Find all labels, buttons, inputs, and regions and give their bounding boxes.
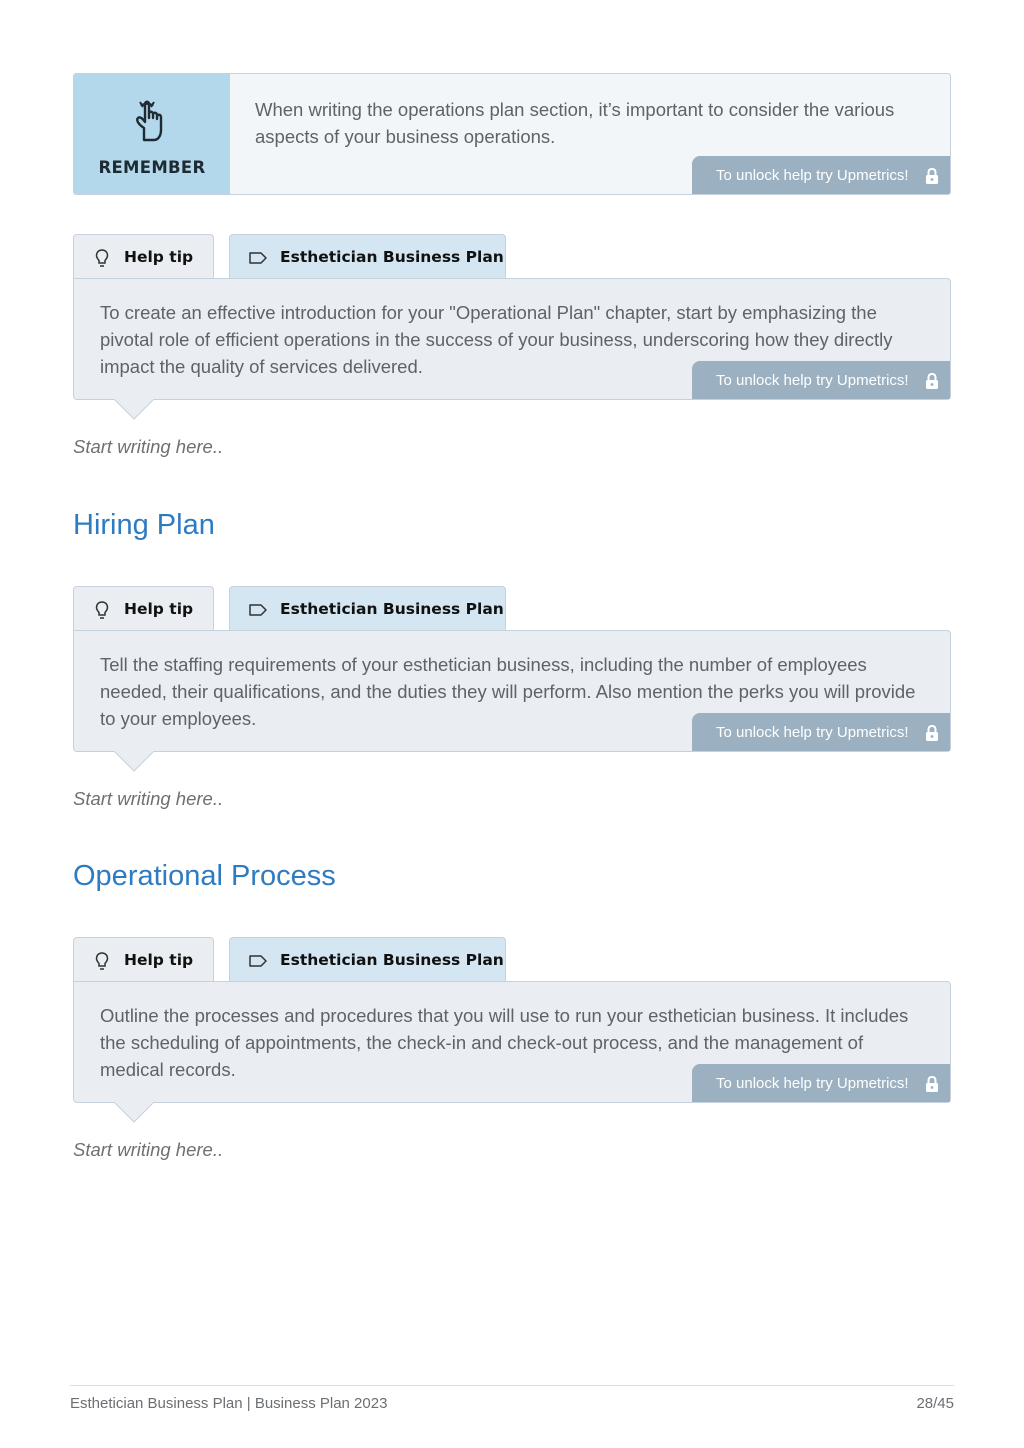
writing-placeholder[interactable]: Start writing here..: [73, 436, 224, 457]
footer-divider: [70, 1385, 954, 1386]
remember-text: When writing the operations plan section, it’s important to consider the various aspects of your business operations.: [255, 99, 895, 147]
unlock-label: To unlock help try Upmetrics!: [716, 166, 909, 184]
help-tip-box: [73, 981, 951, 1103]
unlock-label: To unlock help try Upmetrics!: [716, 723, 909, 741]
tag-icon: [248, 600, 268, 620]
speech-pointer: [114, 1102, 154, 1123]
lightbulb-icon: [92, 248, 112, 268]
tab-help-label: Help tip: [124, 248, 194, 266]
tag-icon: [248, 248, 268, 268]
unlock-upmetrics-button[interactable]: [692, 361, 950, 399]
lock-icon: [925, 168, 939, 184]
tag-icon: [248, 951, 268, 971]
lock-icon: [925, 373, 939, 389]
unlock-label: To unlock help try Upmetrics!: [716, 1074, 909, 1092]
lock-icon: [925, 725, 939, 741]
tab-help-label: Help tip: [124, 951, 194, 969]
tab-help-label: Help tip: [124, 600, 194, 618]
lightbulb-icon: [92, 600, 112, 620]
tab-business-plan[interactable]: [229, 586, 506, 631]
help-tip-text: Tell the staffing requirements of your esthetician business, including the number of employees needed, their qualifications, and the duties they will perform. Also mention the perks you will provide to your employees.: [100, 654, 916, 729]
help-tip-text: Outline the processes and procedures that you will use to run your esthetician business. It includes the scheduling of appointments, the check-in and check-out process, and the management of medical records.: [100, 1005, 909, 1080]
tab-business-plan[interactable]: [229, 234, 506, 279]
lock-icon: [925, 1076, 939, 1092]
tab-plan-label: Esthetician Business Plan: [280, 248, 504, 266]
footer-title: Esthetician Business Plan | Business Plan 2023: [70, 1395, 388, 1412]
writing-placeholder[interactable]: Start writing here..: [73, 1139, 224, 1160]
help-tip-box: [73, 278, 951, 400]
unlock-label: To unlock help try Upmetrics!: [716, 371, 909, 389]
speech-pointer: [114, 399, 154, 420]
page-number: 28/45: [916, 1395, 954, 1412]
finger-string-icon: [128, 94, 174, 146]
remember-label: REMEMBER: [98, 158, 206, 177]
remember-sidebar: [74, 74, 230, 194]
writing-placeholder[interactable]: Start writing here..: [73, 788, 224, 809]
tab-business-plan[interactable]: [229, 937, 506, 982]
unlock-upmetrics-button[interactable]: [692, 1064, 950, 1102]
tab-help-tip[interactable]: [73, 586, 214, 631]
help-tip-box: [73, 630, 951, 752]
unlock-upmetrics-button[interactable]: [692, 156, 950, 194]
unlock-upmetrics-button[interactable]: [692, 713, 950, 751]
speech-pointer: [114, 751, 154, 772]
help-tip-text: To create an effective introduction for your "Operational Plan" chapter, start by emphasizing the pivotal role of efficient operations in the success of your business, underscoring how they directly impact the quality of services delivered.: [100, 302, 893, 377]
tab-plan-label: Esthetician Business Plan: [280, 600, 504, 618]
remember-callout: [73, 73, 951, 195]
tab-help-tip[interactable]: [73, 937, 214, 982]
lightbulb-icon: [92, 951, 112, 971]
section-heading: Hiring Plan: [73, 509, 215, 541]
tab-help-tip[interactable]: [73, 234, 214, 279]
tab-plan-label: Esthetician Business Plan: [280, 951, 504, 969]
section-heading: Operational Process: [73, 860, 336, 892]
